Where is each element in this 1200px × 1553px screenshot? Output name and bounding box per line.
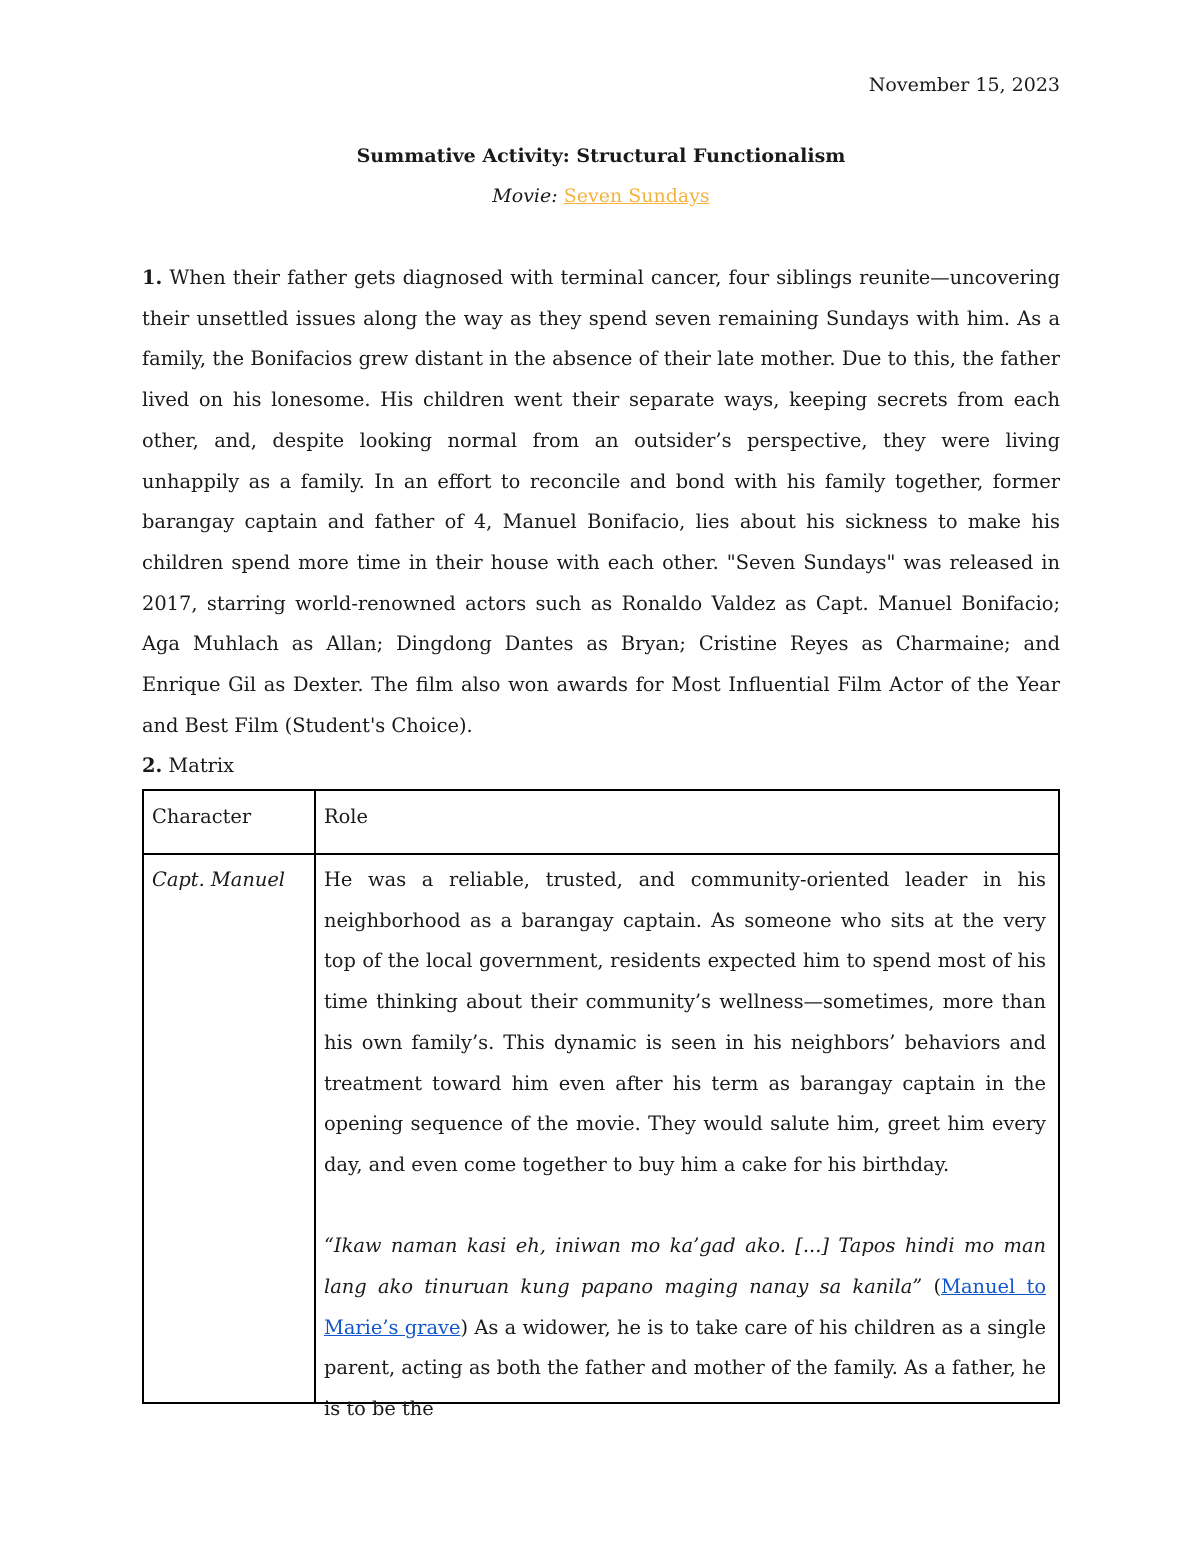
role-quote: “Ikaw naman kasi eh, iniwan mo ka’gad ako. [...] Tapos hindi mo man lang ako tinuruan kung papano maging nanay sa kanila” (324, 1234, 1046, 1299)
header-role: Role (324, 805, 368, 828)
close-paren: ) (460, 1315, 469, 1339)
matrix-header-row (143, 790, 1059, 854)
document-page (142, 0, 1060, 1553)
role-cell (315, 854, 1059, 1421)
paragraph-spacer (324, 1186, 1046, 1227)
role-paragraph-1: He was a reliable, trusted, and community-oriented leader in his neighborhood as a barangay captain. As someone who sits at the very top of the local government, residents expected him to spend most of his time thinking about their community’s wellness—sometimes, more than his own family’s. This dynamic is seen in his neighbors’ behaviors and treatment toward him even after his term as barangay captain in the opening sequence of the movie. They would salute him, greet him every day, and even come together to buy him a cake for his birthday. (324, 868, 1046, 1176)
character-cell (143, 854, 315, 1403)
document-date: November 15, 2023 (868, 74, 1060, 96)
role-content (316, 855, 1058, 1421)
role-paragraph-2-text: As a widower, he is to take care of his children as a single parent, acting as both the father and mother of the family. As a father, he is to be the (324, 1315, 1047, 1421)
matrix-table (142, 789, 1060, 1421)
movie-link[interactable]: Seven Sundays (563, 185, 710, 207)
role-paragraph-2 (324, 1226, 1046, 1430)
section-2-label: Matrix (168, 754, 235, 777)
document-title: Summative Activity: Structural Functionalism (356, 145, 846, 167)
section-1-number: 1. (142, 266, 163, 289)
header-character-cell (143, 790, 315, 854)
header-character: Character (152, 805, 252, 828)
section-2-heading (142, 746, 234, 786)
header-role-cell (315, 790, 1059, 854)
table-row (143, 854, 1059, 1403)
section-1-text: When their father gets diagnosed with terminal cancer, four siblings reunite—uncovering their unsettled issues along the way as they spend seven remaining Sundays with him. As a family, the Bonifacios grew distant in the absence of their late mother. Due to this, the father lived on his lonesome. His children went their separate ways, keeping secrets from each other, and, despite looking normal from an outsider’s perspective, they were living unhappily as a family. In an effort to reconcile and bond with his family together, former barangay captain and father of 4, Manuel Bonifacio, lies about his sickness to make his children spend more time in their house with each other. "Seven Sundays" was released in 2017, starring world-renowned actors such as Ronaldo Valdez as Capt. Manuel Bonifacio; Aga Muhlach as Allan; Dingdong Dantes as Bryan; Cristine Reyes as Charmaine; and Enrique Gil as Dexter. The film also won awards for Most Influential Film Actor of the Year and Best Film (Student's Choice). (142, 266, 1060, 737)
scene-link[interactable]: Manuel to Marie’s grave (324, 1275, 1047, 1339)
section-1-paragraph (142, 258, 1060, 746)
section-2-number: 2. (142, 754, 163, 777)
open-paren: ( (933, 1275, 942, 1299)
movie-label: Movie: (492, 185, 558, 207)
character-name: Capt. Manuel (152, 868, 285, 891)
movie-subtitle (142, 182, 1060, 210)
